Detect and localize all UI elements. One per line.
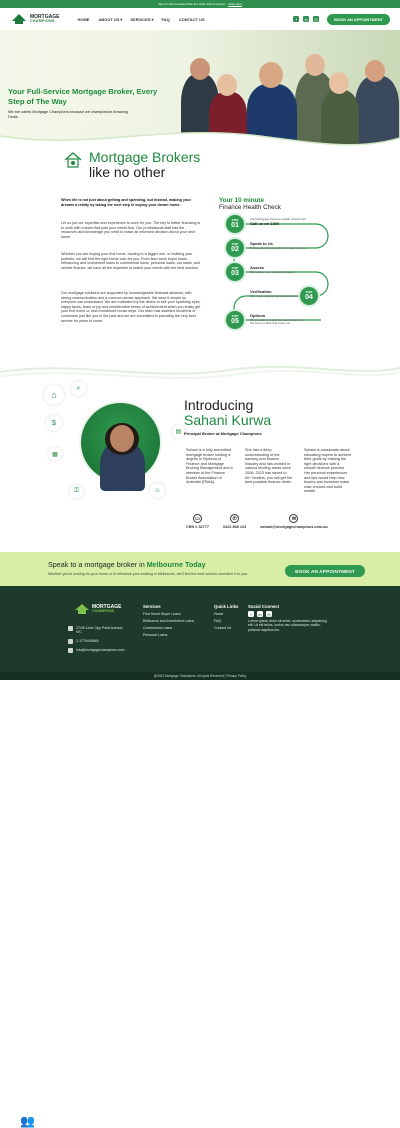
footer-quick-links: Quick Links Home FAQ Contact Us <box>214 604 239 630</box>
hero-title: Your Full-Service Mortgage Broker, Every Step of The Way <box>8 87 158 106</box>
intro-paragraph-3: Whether you are buying your first home, moving to a bigger one, or building your portfolio, we will find the right home loan for you. From first home buyer loans, refinancing and investment loans to commercial loans, personal loans, car loans, and vehicle finance, we have all the expertise to match your needs with the best solution. <box>61 252 200 270</box>
footer-link[interactable]: FAQ <box>214 619 222 623</box>
footer-link[interactable]: Home <box>214 612 224 616</box>
mb-title-line1: Mortgage Brokers <box>89 149 201 165</box>
cta-title: Speak to a mortgage broker in Melbourne Today <box>48 560 206 569</box>
house-handshake-icon <box>63 150 83 170</box>
footer-link[interactable]: Commercial Loans <box>143 626 173 630</box>
footer-phone[interactable]: 1-1776445645 <box>76 639 126 643</box>
book-appointment-button[interactable]: BOOK AN APPOINTMENT <box>327 14 390 25</box>
nav-menu <box>77 17 205 22</box>
nav-item-services[interactable]: SERVICES ▾ <box>130 16 154 22</box>
footer-copyright: @2023 Mortgage Champions. All rights Reserved | Privacy Policy <box>0 672 400 680</box>
chart-icon: ▤ <box>172 425 185 438</box>
health-check-steps <box>226 215 336 340</box>
facebook-icon[interactable]: f <box>248 611 254 617</box>
bio-column-3: Sahani is passionate about educating buyers to achieve their goals by making the right decisions with a smooth finance process. Her personal experiences and tips would help new buyers and investors make wise choices and build wealth. <box>304 448 352 494</box>
intro-paragraph-bold: When life is not just about getting and spending, but instead, making your dreams a reality by taking the next step in buying your dream home. <box>61 198 191 207</box>
footer-link[interactable]: Personal Loans <box>143 633 168 637</box>
email-icon <box>68 648 73 653</box>
finance-health-check-heading: Your 10 minute Finance Health Check <box>219 197 281 211</box>
phone-item[interactable]: ✆ 0422 868 123 <box>223 515 247 529</box>
hero-subtitle: We are called Mortgage Champions because we championize Amazing Deals. <box>8 110 128 119</box>
bio-column-2: She has a deep understanding of the banking and finance industry and has worked in various lending areas since 2006. 2023 has saved to 60+ lenders, you will get the best possible finance deals. <box>245 448 293 485</box>
logo-line1: MORTGAGE <box>30 13 60 20</box>
announcement-text: Tap into the Increased We Are Chat with an Expert <box>158 2 226 6</box>
footer-email[interactable]: info@mortgagechampions.com <box>76 648 126 652</box>
footer-link[interactable]: Refinance and Investment Loans <box>143 619 195 623</box>
instagram-icon[interactable]: ◎ <box>314 16 318 22</box>
step-03: STEP 03 Assess We assess your financial situation <box>226 263 336 285</box>
house-key-icon: ⌂ <box>150 483 165 498</box>
intro-paragraph-4: Our mortgage solutions are supported by knowledgeable financial advisors, with strong communication and a common-sense approach. We keep it simple so everyone can understand. We are motivated by the desire to see your sparkling eyes, happy faces, tears of joy and unbelievable sense of achievement when you finally get your first home or new investment house keys. Our team has assisted hundreds of customers just like you in the past and we are committed to providing the very best service for years to come. <box>61 291 201 323</box>
broker-intro-heading: Introducing Sahani Kurwa Principal Broker at Mortgage Champions <box>184 397 272 436</box>
footer-link[interactable]: Contact Us <box>214 626 232 630</box>
search-home-icon: ⌕ <box>71 381 86 396</box>
house-icon: ⌂ <box>44 385 64 405</box>
step-05: STEP 05 Options We provide you with the best lender and the loan product that suits you <box>226 311 336 333</box>
nav-item-about[interactable]: ABOUT US ▾ <box>98 16 123 22</box>
main-navbar <box>0 8 400 30</box>
chevron-down-icon: ▾ <box>151 16 154 22</box>
crn-item: ▭ CRN # 32777 <box>186 515 210 529</box>
calculator-icon: ▦ <box>48 447 62 461</box>
footer-social: Social Connect f in ◎ Lorem ipsum dolor sit amet, consectetur adipiscing elit. Ut elit tellus, luctus nec ullamcorper mattis, pulvinar dapibus leo. <box>248 604 327 632</box>
site-logo[interactable] <box>10 13 59 25</box>
step-02: STEP 02 Speak to Us Tell us about your goals and requirements <box>226 239 336 261</box>
footer-logo[interactable]: MORTGAGE CHAMPIONS <box>74 604 121 614</box>
step-01: STEP 01 Visit Mortgage Finance Health Check Call Call us on 1300 <box>226 215 336 237</box>
instagram-icon[interactable]: ◎ <box>267 611 271 617</box>
chevron-down-icon: ▾ <box>120 16 123 22</box>
mortgage-brokers-heading <box>63 150 200 180</box>
logo-line2: CHAMPIONS <box>30 18 55 23</box>
mb-title-line2: like no other <box>89 164 166 180</box>
sahani-portrait <box>79 401 162 484</box>
money-icon: $ <box>46 415 62 431</box>
id-card-icon: ▭ <box>193 514 202 523</box>
announcement-bar <box>0 0 400 8</box>
nav-item-contact[interactable]: CONTACT US <box>178 16 205 22</box>
footer-address: 17/45 Lime Opp Point Avenue, VIC <box>76 626 126 635</box>
header-socials <box>293 16 319 22</box>
footer-services: Services First Home Buyer Loans Refinance and Investment Loans Commercial Loans Personal Loans <box>143 604 195 637</box>
announcement-link[interactable]: Click Here <box>228 2 242 6</box>
footer-social-text: Lorem ipsum dolor sit amet, consectetur adipiscing elit. Ut elit tellus, luctus nec ullamcorper mattis, pulvinar dapibus leo. <box>248 619 327 632</box>
site-footer <box>0 586 400 672</box>
facebook-icon[interactable]: f <box>293 16 299 22</box>
footer-social-icons <box>248 611 328 617</box>
broker-contact-row <box>186 514 350 529</box>
linkedin-icon[interactable]: in <box>258 611 262 617</box>
broker-role: Principal Broker at Mortgage Champions <box>184 431 262 436</box>
email-item[interactable]: ✉ sahani@mortgagechampions.com.au <box>260 515 328 529</box>
cta-subtitle: Whether you're looking for your home or to refinance your existing in Melbourne, we'll find the best solution and tailor it to you. <box>48 572 248 576</box>
house-logo-icon <box>10 13 28 25</box>
phone-icon <box>68 639 73 644</box>
bio-column-1: Sahani is a fully accredited mortgage broker holding a degree in Diploma of Finance and Mortgage Broking Management and a member of the Finance Broker Association of Australia (FBAA). <box>186 448 233 485</box>
nav-item-home[interactable]: HOME <box>77 16 90 22</box>
intro-paragraph-2: Let us put our expertise and experience to work for you. The key to better financing is to work with a team that puts your needs first. Our professional staff has the resources and knowledge you need to make an informed decision about your next home. <box>61 221 201 239</box>
email-icon: ✉ <box>289 514 298 523</box>
footer-link[interactable]: First Home Buyer Loans <box>143 612 181 616</box>
cta-book-appointment-button[interactable]: BOOK AN APPOINTMENT <box>285 565 365 577</box>
phone-icon: ✆ <box>230 514 239 523</box>
location-icon <box>68 626 73 631</box>
linkedin-icon[interactable]: in <box>304 16 308 22</box>
step-04: STEP 04 Verification We obtain supporting documentation <box>226 287 336 309</box>
nav-item-faq[interactable]: FAQ <box>161 16 170 22</box>
people-icon: 👥 <box>20 1114 35 1128</box>
section-wave-divider <box>0 356 400 386</box>
key-icon: ⚿ <box>70 485 83 498</box>
